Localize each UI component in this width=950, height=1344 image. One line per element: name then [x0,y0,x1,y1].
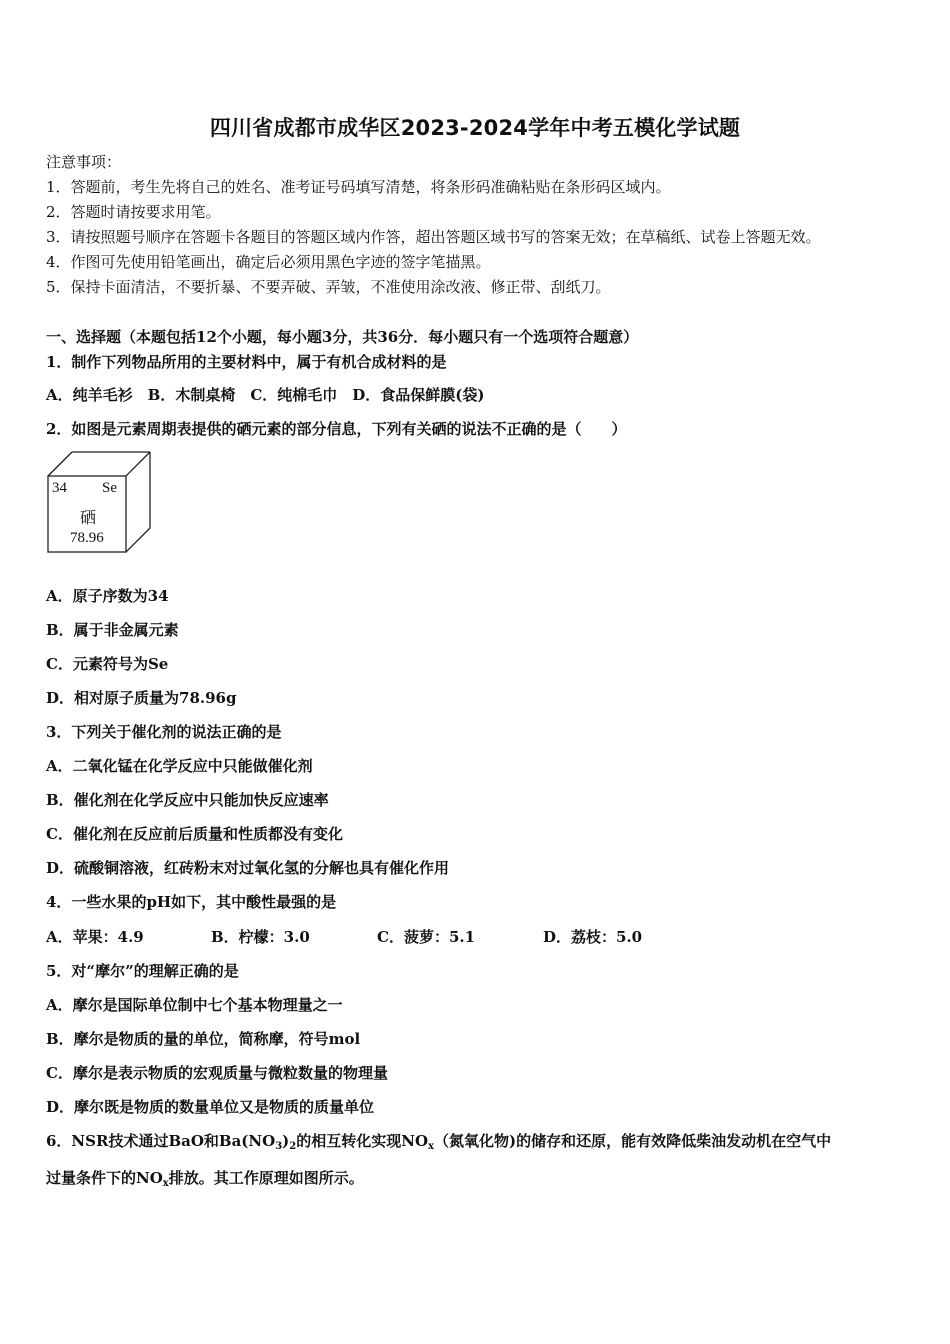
element-symbol: Se [102,480,117,496]
q5-option-c: C．摩尔是表示物质的宏观质量与微粒数量的物理量 [46,1064,388,1082]
q4-option-d: D．荔枝：5.0 [543,928,643,946]
q5-option-b: B．摩尔是物质的量的单位，简称摩，符号mol [46,1030,361,1048]
q6-text-5: 过量条件下的NO [46,1169,163,1187]
notice-item-1: 1．答题前，考生先将自己的姓名、准考证号码填写清楚，将条形码准确粘贴在条形码区域内。 [46,178,671,196]
q3-option-c: C．催化剂在反应前后质量和性质都没有变化 [46,825,343,843]
q2-option-d: D．相对原子质量为78.96g [46,689,237,707]
q3-stem: 3．下列关于催化剂的说法正确的是 [46,723,282,741]
q4-option-c: C．菠萝：5.1 [377,928,476,946]
q2-stem: 2．如图是元素周期表提供的硒元素的部分信息，下列有关硒的说法不正确的是（ ） [46,420,627,438]
q6-sub-1: 3 [275,1141,283,1152]
atomic-number: 34 [52,480,67,496]
q2-option-b: B．属于非金属元素 [46,621,179,639]
q2-option-a: A．原子序数为34 [46,587,169,605]
notice-item-3: 3．请按照题号顺序在答题卡各题目的答题区域内作答，超出答题区域书写的答案无效；在草稿纸、试卷上答题无效。 [46,228,821,246]
q3-option-b: B．催化剂在化学反应中只能加快反应速率 [46,791,329,809]
q6-stem-line2 [46,1168,364,1194]
notice-item-5: 5．保持卡面清洁，不要折暴、不要弄破、弄皱，不准使用涂改液、修正带、刮纸刀。 [46,278,611,296]
q6-text-2: ) [282,1132,290,1150]
q6-sub-2: 2 [289,1141,297,1152]
q6-sub-3: x [428,1141,434,1152]
q3-option-a: A．二氧化锰在化学反应中只能做催化剂 [46,757,313,775]
q1-stem: 1．制作下列物品所用的主要材料中，属于有机合成材料的是 [46,353,447,371]
q1-options: A．纯羊毛衫 B．木制桌椅 C．纯棉毛巾 D．食品保鲜膜(袋) [46,386,485,404]
q3-option-d: D．硫酸铜溶液，红砖粉末对过氧化氢的分解也具有催化作用 [46,859,450,877]
q5-option-a: A．摩尔是国际单位制中七个基本物理量之一 [46,996,343,1014]
q4-option-a: A．苹果：4.9 [46,928,144,946]
q6-text-3: 的相互转化实现NO [296,1132,429,1150]
q4-stem: 4．一些水果的pH如下，其中酸性最强的是 [46,893,337,911]
q6-text-6: 排放。其工作原理如图所示。 [168,1169,364,1187]
q5-stem: 5．对“摩尔”的理解正确的是 [46,962,239,980]
q6-text-4: （氮氧化物)的储存和还原，能有效降低柴油发动机在空气中 [433,1132,832,1150]
q2-option-c: C．元素符号为Se [46,655,169,673]
notice-item-2: 2．答题时请按要求用笔。 [46,203,221,221]
q4-option-b: B．柠檬：3.0 [211,928,310,946]
q6-sub-4: x [162,1178,169,1189]
notice-heading: 注意事项： [46,153,122,171]
q6-stem-line1 [46,1131,831,1157]
section-heading: 一、选择题（本题包括12个小题，每小题3分，共36分．每小题只有一个选项符合题意） [46,328,639,346]
selenium-element-card [46,450,156,556]
notice-item-4: 4．作图可先使用铅笔画出，确定后必须用黑色字迹的签字笔描黑。 [46,253,491,271]
element-name: 硒 [80,508,97,527]
q6-text-1: 6．NSR技术通过BaO和Ba(NO [46,1132,276,1150]
page-title: 四川省成都市成华区2023-2024学年中考五模化学试题 [209,116,741,140]
atomic-mass: 78.96 [70,530,104,546]
q5-option-d: D．摩尔既是物质的数量单位又是物质的质量单位 [46,1098,375,1116]
